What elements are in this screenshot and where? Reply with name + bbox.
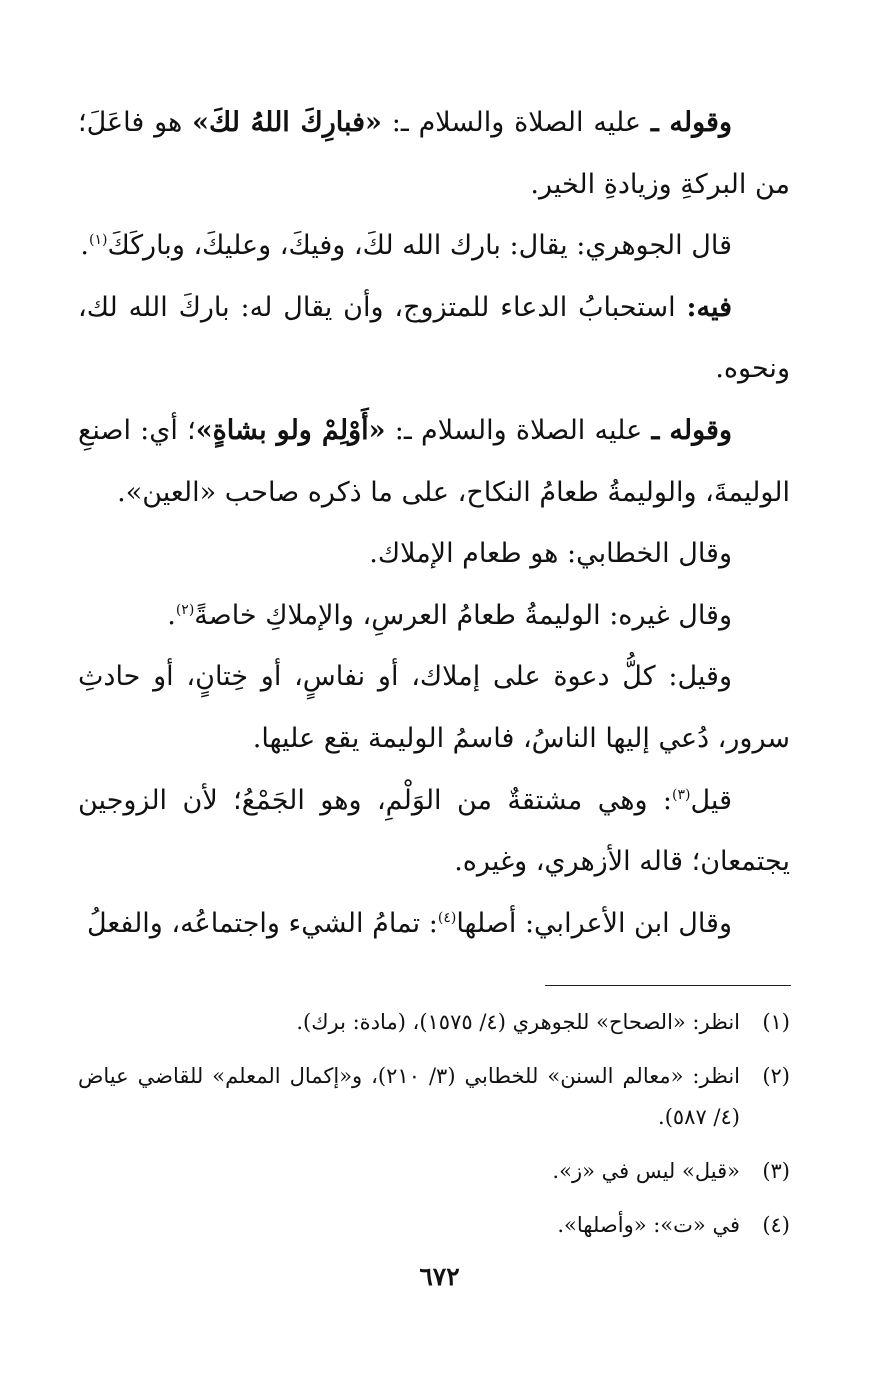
hadith-quote: «فبارِكَ اللهُ لكَ» <box>192 107 382 138</box>
paragraph <box>78 92 790 215</box>
footnote-ref[interactable]: (٣) <box>672 786 691 803</box>
footnote-ref[interactable]: (٢) <box>175 601 195 618</box>
paragraph-text: وقال ابن الأعرابي: أصلها <box>456 907 732 939</box>
footnote-item <box>78 1151 790 1192</box>
paragraph-text: هو فاعَلَ؛ من البركةِ وزيادةِ الخير. <box>78 107 790 200</box>
paragraph <box>78 893 790 955</box>
paragraph-text: وقال الخطابي: هو طعام الإملاك. <box>369 538 732 570</box>
paragraph-text: . <box>167 599 176 631</box>
footnote-number: (٤) <box>762 1213 790 1237</box>
page-number: ٦٧٢ <box>419 1262 460 1291</box>
hadith-quote: «أَوْلِمْ ولو بشاةٍ» <box>195 414 386 446</box>
footnote-text: «قيل» ليس في «ز». <box>552 1159 740 1183</box>
footnote-divider <box>545 985 791 986</box>
paragraph-lead: فيه: <box>686 291 732 323</box>
paragraph-text: وقيل: كلُّ دعوة على إملاك، أو نفاسٍ، أو خِتانٍ، أو حادثِ سرور، دُعي إليها الناسُ، فاسمُ الوليمة يقع عليها. <box>78 661 790 754</box>
paragraph-lead: وقوله ـ <box>651 414 732 446</box>
paragraph <box>78 646 790 769</box>
footnote-ref[interactable]: (٤) <box>437 909 457 926</box>
paragraph-text: عليه الصلاة والسلام ـ: <box>381 107 651 138</box>
footnote-number: (٢) <box>762 1064 790 1088</box>
footnote-text: في «ت»: «وأصلها». <box>557 1213 740 1237</box>
footnote-number: (١) <box>762 1010 790 1034</box>
main-text <box>78 92 790 954</box>
paragraph-text: عليه الصلاة والسلام ـ: <box>385 414 652 446</box>
paragraph-lead: وقوله ـ <box>650 107 733 138</box>
footnote-ref[interactable]: (١) <box>88 232 108 249</box>
paragraph-text: وقال غيره: الوليمةُ طعامُ العرسِ، والإملاكِ خاصةً <box>194 599 732 631</box>
paragraph-text: قال الجوهري: يقال: بارك الله لكَ، وفيكَ، وعليكَ، وباركَكَ <box>107 230 732 262</box>
paragraph-text: قيل <box>690 784 732 816</box>
paragraph <box>78 400 790 523</box>
paragraph <box>78 215 790 277</box>
paragraph <box>78 523 790 585</box>
paragraph-text: ؛ أي: اصنعِ الوليمةَ، والوليمةُ طعامُ النكاح، على ما ذكره صاحب «العين». <box>78 414 790 508</box>
paragraph <box>78 770 790 893</box>
footnote-item <box>78 1205 790 1246</box>
footnote-item <box>78 1056 790 1138</box>
footnote-text: انظر: «معالم السنن» للخطابي (٣/ ٢١٠)، و«إكمال المعلم» للقاضي عياض (٤/ ٥٨٧). <box>78 1064 741 1129</box>
footnote-text: انظر: «الصحاح» للجوهري (٤/ ١٥٧٥)، (مادة: برك). <box>296 1010 740 1034</box>
paragraph-text: . <box>80 230 89 262</box>
paragraph-text: : تمامُ الشيء واجتماعُه، والفعلُ <box>86 907 438 939</box>
footnote-item <box>78 1002 790 1043</box>
paragraph-text: : وهي مشتقةٌ من الوَلْمِ، وهو الجَمْعُ؛ لأن الزوجين يجتمعان؛ قاله الأزهري، وغيره. <box>78 784 790 878</box>
footnote-number: (٣) <box>762 1159 790 1183</box>
paragraph-text: استحبابُ الدعاء للمتزوج، وأن يقال له: باركَ الله لك، ونحوه. <box>78 291 790 385</box>
footnotes <box>78 1002 790 1259</box>
paragraph <box>78 585 790 647</box>
paragraph <box>78 277 790 400</box>
